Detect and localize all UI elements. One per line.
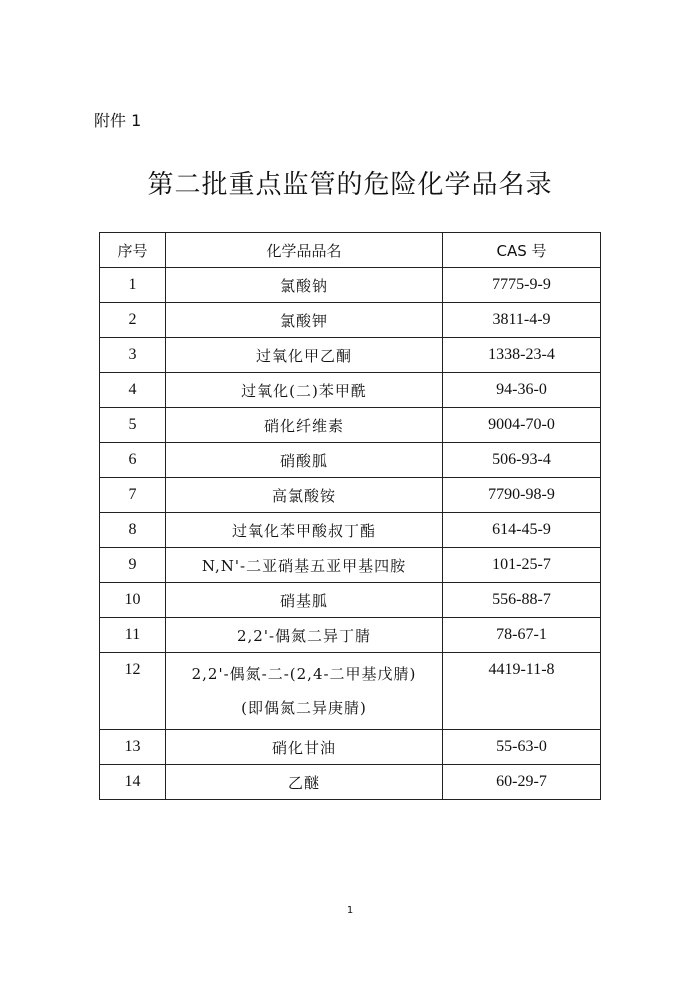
row-chemical-name: 高氯酸铵 xyxy=(166,478,443,513)
row-cas-number: 94-36-0 xyxy=(443,373,601,408)
row-chemical-name: N,N'-二亚硝基五亚甲基四胺 xyxy=(166,548,443,583)
row-cas-number: 506-93-4 xyxy=(443,443,601,478)
row-cas-number: 7790-98-9 xyxy=(443,478,601,513)
row-serial-number: 2 xyxy=(100,303,166,338)
page-number: 1 xyxy=(346,905,354,916)
table-row xyxy=(100,478,601,513)
page-title: 第二批重点监管的危险化学品名录 xyxy=(147,170,553,200)
row-chemical-name: 氯酸钾 xyxy=(166,303,443,338)
table-row xyxy=(100,765,601,800)
row-serial-number: 12 xyxy=(100,653,166,730)
row-serial-number: 7 xyxy=(100,478,166,513)
row-serial-number: 8 xyxy=(100,513,166,548)
table-row xyxy=(100,513,601,548)
row-chemical-name: 硝化纤维素 xyxy=(166,408,443,443)
table-row xyxy=(100,373,601,408)
row-chemical-name: 过氧化苯甲酸叔丁酯 xyxy=(166,513,443,548)
table-row xyxy=(100,268,601,303)
row-serial-number: 9 xyxy=(100,548,166,583)
table-row xyxy=(100,408,601,443)
row-cas-number: 3811-4-9 xyxy=(443,303,601,338)
chemicals-table xyxy=(99,232,601,800)
row-cas-number: 4419-11-8 xyxy=(443,653,601,730)
header-serial-number: 序号 xyxy=(100,233,166,268)
table-header-row xyxy=(100,233,601,268)
row-chemical-name: 2,2'-偶氮二异丁腈 xyxy=(166,618,443,653)
row-serial-number: 5 xyxy=(100,408,166,443)
row-chemical-name: 过氧化甲乙酮 xyxy=(166,338,443,373)
table-row xyxy=(100,618,601,653)
row-serial-number: 13 xyxy=(100,730,166,765)
row-cas-number: 7775-9-9 xyxy=(443,268,601,303)
row-chemical-name: 硝化甘油 xyxy=(166,730,443,765)
row-chemical-name xyxy=(166,653,443,730)
row-chemical-name: 硝基胍 xyxy=(166,583,443,618)
row-cas-number: 60-29-7 xyxy=(443,765,601,800)
row-serial-number: 3 xyxy=(100,338,166,373)
row-serial-number: 11 xyxy=(100,618,166,653)
chemical-name-line-2: (即偶氮二异庚腈) xyxy=(241,699,367,717)
row-serial-number: 14 xyxy=(100,765,166,800)
table-row xyxy=(100,303,601,338)
row-cas-number: 101-25-7 xyxy=(443,548,601,583)
row-serial-number: 1 xyxy=(100,268,166,303)
header-chemical-name: 化学品品名 xyxy=(166,233,443,268)
row-cas-number: 1338-23-4 xyxy=(443,338,601,373)
attachment-label: 附件 1 xyxy=(94,111,142,130)
row-cas-number: 556-88-7 xyxy=(443,583,601,618)
row-chemical-name: 硝酸胍 xyxy=(166,443,443,478)
row-serial-number: 6 xyxy=(100,443,166,478)
row-chemical-name: 乙醚 xyxy=(166,765,443,800)
row-chemical-name: 过氧化(二)苯甲酰 xyxy=(166,373,443,408)
row-cas-number: 55-63-0 xyxy=(443,730,601,765)
row-serial-number: 4 xyxy=(100,373,166,408)
row-chemical-name: 氯酸钠 xyxy=(166,268,443,303)
row-cas-number: 614-45-9 xyxy=(443,513,601,548)
header-cas-number: CAS 号 xyxy=(443,233,601,268)
chemical-name-line-1: 2,2'-偶氮-二-(2,4-二甲基戊腈) xyxy=(191,665,417,683)
row-cas-number: 9004-70-0 xyxy=(443,408,601,443)
table-row xyxy=(100,653,601,730)
row-serial-number: 10 xyxy=(100,583,166,618)
table-row xyxy=(100,583,601,618)
table-row xyxy=(100,443,601,478)
table-row xyxy=(100,730,601,765)
table-row xyxy=(100,548,601,583)
table-row xyxy=(100,338,601,373)
row-cas-number: 78-67-1 xyxy=(443,618,601,653)
